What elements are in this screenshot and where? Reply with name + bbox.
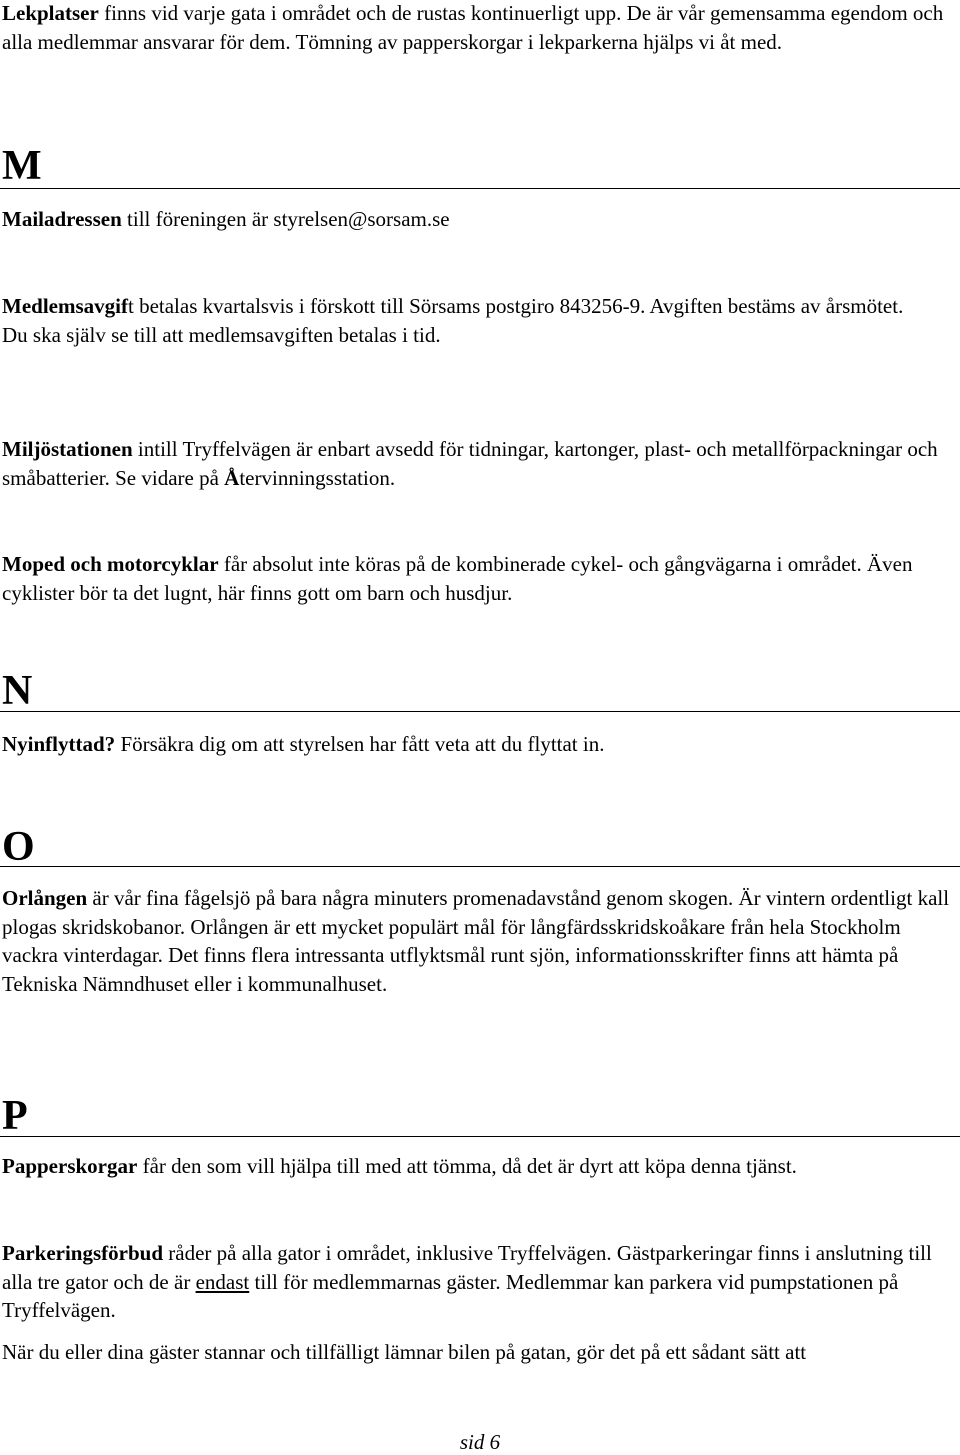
term-nyinflyttad: Nyinflyttad? bbox=[2, 732, 116, 756]
paragraph-nar-du bbox=[2, 1338, 952, 1367]
term-mailadressen: Mailadressen bbox=[2, 207, 122, 231]
page-number: sid 6 bbox=[459, 1430, 501, 1454]
term-parkeringsforbud: Parkeringsförbud bbox=[2, 1241, 164, 1265]
link-aterv-initial: Å bbox=[224, 465, 240, 490]
text-moped: får absolut inte köras på de kombinerade cykel- och gångvägarna i området. Även cyklister bör ta det lugnt, här finns gott om barn och husdjur. bbox=[2, 552, 913, 605]
term-orlangen: Orlången bbox=[2, 886, 88, 910]
text-papperskorgar: får den som vill hjälpa till med att tömma, då det är dyrt att köpa denna tjänst. bbox=[137, 1154, 797, 1178]
paragraph-medlemsavgift bbox=[2, 292, 952, 349]
paragraph-papperskorgar bbox=[2, 1152, 952, 1181]
paragraph-nyinflyttad bbox=[2, 730, 952, 759]
term-lekplatser: Lekplatser bbox=[2, 1, 99, 25]
section-rule-p bbox=[0, 1136, 960, 1137]
term-moped: Moped och motorcyklar bbox=[2, 552, 219, 576]
paragraph-orlangen bbox=[2, 884, 952, 998]
section-rule-n bbox=[0, 711, 960, 712]
paragraph-miljostationen bbox=[2, 435, 952, 492]
term-miljostationen: Miljöstationen bbox=[2, 437, 133, 461]
section-rule-o bbox=[0, 866, 960, 867]
section-letter-m: M bbox=[2, 143, 42, 189]
term-papperskorgar: Papperskorgar bbox=[2, 1154, 138, 1178]
text-nyinflyttad: Försäkra dig om att styrelsen har fått veta att du flyttat in. bbox=[115, 732, 605, 756]
paragraph-lekplatser bbox=[2, 0, 952, 56]
underlined-endast: endast bbox=[195, 1269, 250, 1294]
term-medlemsavgift: Medlemsavgif bbox=[2, 294, 128, 318]
text-nar-du: När du eller dina gäster stannar och tillfälligt lämnar bilen på gatan, gör det på ett sådant sätt att bbox=[2, 1340, 807, 1364]
text-miljostationen: intill Tryffelvägen är enbart avsedd för tidningar, kartonger, plast- och metallförpackningar och småbatterier. Se vidare på bbox=[2, 437, 938, 490]
text-medlemsavgift-line2: Du ska själv se till att medlemsavgiften betalas i tid. bbox=[2, 322, 441, 347]
text-medlemsavgift: t betalas kvartalsvis i förskott till Sörsams postgiro 843256-9. Avgiften bestäms av årsmötet. bbox=[127, 294, 904, 318]
section-letter-n: N bbox=[2, 668, 33, 714]
paragraph-mailadressen bbox=[2, 205, 952, 234]
section-rule-m bbox=[0, 188, 960, 189]
text-parkeringsforbud-1: råder på alla gator i området, inklusive Tryffelvägen. Gästparkeringar finns i anslutning till alla tre gator och de är bbox=[2, 1241, 932, 1294]
text-orlangen: är vår fina fågelsjö på bara några minuters promenadavstånd genom skogen. Är vintern ordentligt kall plogas skridskobanor. Orlången är ett mycket populärt mål för långfärdsskridskoåkare från hela Stockholm vackra vinterdagar. Det finns flera intressanta utflyktsmål runt sjön, informationsskrifter finns att hämta på Tekniska Nämndhuset eller i kommunalhuset. bbox=[2, 886, 950, 996]
section-letter-o: O bbox=[2, 824, 35, 870]
text-parkeringsforbud-2: till för medlemmarnas gäster. Medlemmar kan parkera vid pumpstationen på Tryffelvägen. bbox=[2, 1269, 899, 1322]
text-mailadressen: till föreningen är styrelsen@sorsam.se bbox=[121, 207, 450, 231]
section-letter-p: P bbox=[2, 1093, 28, 1139]
link-aterv-rest: tervinningsstation. bbox=[239, 465, 396, 490]
text-lekplatser: finns vid varje gata i området och de rustas kontinuerligt upp. De är vår gemensamma egendom och alla medlemmar ansvarar för dem. Tömning av papperskorgar i lekparkerna hjälps vi åt med. bbox=[2, 1, 944, 54]
paragraph-parkeringsforbud bbox=[2, 1239, 952, 1325]
paragraph-moped bbox=[2, 550, 952, 607]
